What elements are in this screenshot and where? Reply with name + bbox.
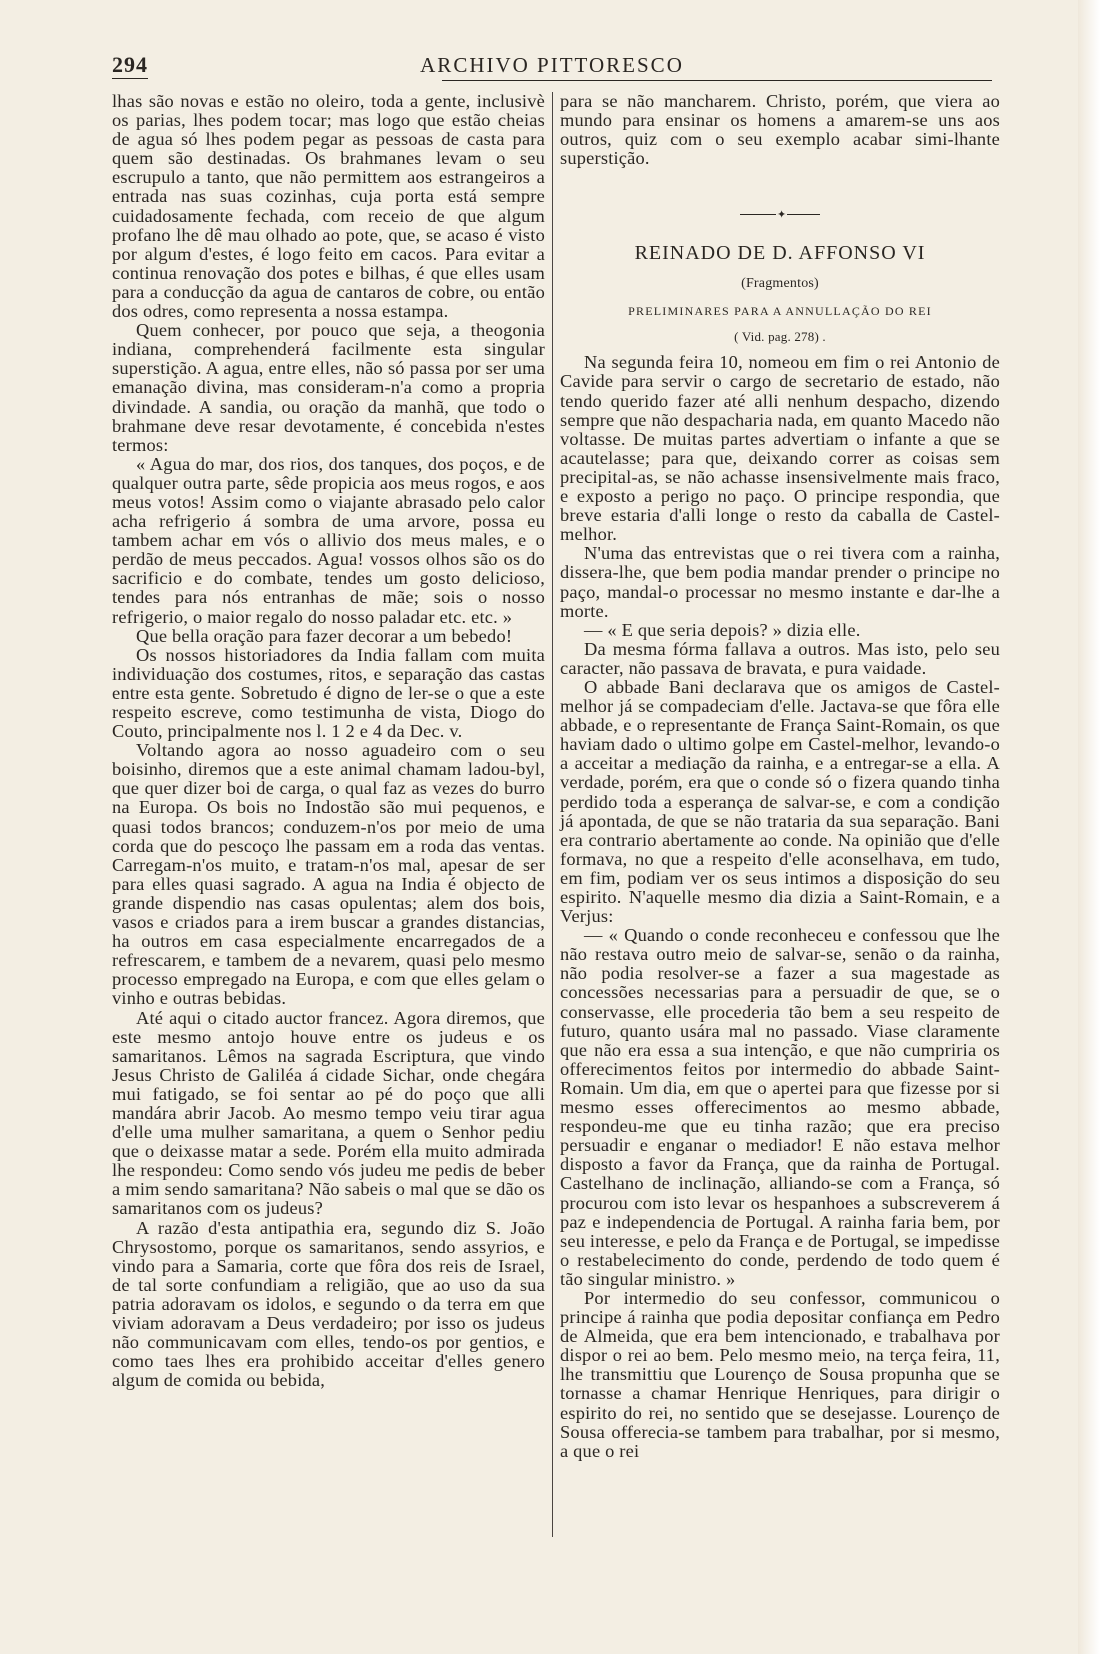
dialogue-line: — « E que seria depois? » dizia elle. (584, 619, 861, 640)
paragraph: Até aqui o citado auctor francez. Agora diremos, que este mesmo antojo houve entre os judeus e os samaritanos. Lêmos na sagrada Escriptura, que vindo Jesus Christo de Galiléa á cidade Sichar, onde chegára mui fatigado, se foi sentar ao pé do poço que alli mandára abrir Jacob. Ao mesmo tempo veiu tirar agua d'elle uma mulher samaritana, a quem o Senhor pediu que o deixasse matar a sede. Porém ella muito admirada lhe respondeu: Como sendo vós judeu me pedis de beber a mim sendo samaritana? Não sabeis o mal que se dão os samaritanos com os judeus? (112, 1007, 545, 1219)
paragraph: Os nossos historiadores da India fallam com muita individuação dos costumes, ritos, e separação das castas entre esta gente. Sobretudo é digno de ler-se o que a este respeito escreve, como testimunha de vista, Diogo do Couto, principalmente nos l. 1 2 e 4 da Dec. v. (112, 644, 545, 742)
paragraph: Na segunda feira 10, nomeou em fim o rei Antonio de Cavide para servir o cargo de secretario de estado, não tendo querido fazer até alli nenhum despacho, dizendo sempre que não despacharia nada, em quanto Macedo não voltasse. De muitas partes advertiam o infante a que se acautelasse; para que, deixando correr as coisas sem precipital-as, se não achasse insensivelmente mais fraco, e exposto a perigo no paço. O principe respondia, que breve estaria d'alli longe o resto da caballa de Castel-melhor. (560, 352, 1000, 545)
paragraph: Voltando agora ao nosso aguadeiro com o seu boisinho, diremos que a este animal chamam ladou-byl, que quer dizer boi de carga, o qual faz as vezes do burro na Europa. Os bois no Indostão são mui pequenos, e quasi todos brancos; conduzem-n'os por meio de uma corda que do pescoço lhe passam em a roda das ventas. Carregam-n'os muito, e tratam-n'os mal, apesar de ser para elles quasi sagrado. A agua na India é objecto de grande dispendio nas casas opulentas; alem dos bois, vasos e criados para a irem buscar a grandes distancias, ha outros em casa especialmente encarregados de a refrescarem, e tambem de a nevarem, quasi pelo mesmo processo empregado na Europa, e com que elles gelam o vinho e outras bebidas. (112, 740, 545, 1009)
page-header (112, 52, 992, 82)
paragraph: Da mesma fórma fallava a outros. Mas isto, pelo seu caracter, não passava de bravata, e pura vaidade. (560, 638, 1000, 678)
page-number: 294 (112, 52, 148, 77)
article-title: REINADO DE D. AFFONSO VI (634, 242, 926, 265)
page-reference: ( Vid. pag. 278) . (734, 329, 826, 345)
article-subtitle: (Fragmentos) (741, 276, 819, 292)
continuation-paragraph: para se não mancharem. Christo, porém, que viera ao mundo para ensinar os homens a amarem-se uns aos outros, quiz com o seu exemplo acabar simi-lhante superstição. (560, 91, 1000, 169)
paragraph: Que bella oração para fazer decorar a um bebedo! (136, 625, 513, 646)
section-separator (740, 214, 820, 215)
paragraph: A razão d'esta antipathia era, segundo diz S. João Chrysostomo, porque os samaritanos, sendo assyrios, e vindo para a Samaria, corte que fôra dos reis de Israel, de tal sorte confundiam a religião, que ao uso da sua patria adoravam os idolos, e segundo o da terra em que viviam adoravam a Deus verdadeiro; por isso os judeus não communicavam com elles, tendo-os por gentios, e como taes lhes era prohibido acceitar d'elles genero algum de comida ou bebida, (112, 1217, 545, 1391)
section-heading: PRELIMINARES PARA A ANNULLAÇÃO DO REI (628, 304, 932, 319)
paragraph: Quem conhecer, por pouco que seja, a theogonia indiana, comprehenderá facilmente esta singular superstição. A agua, entre elles, não só passa por ser uma emanação divina, mas consideram-n'a como a propria divindade. A sandia, ou oração da manhã, que todo o brahmane deve resar devotamente, é concebida n'estes termos: (112, 320, 545, 455)
quoted-speech: — « Quando o conde reconheceu e confessou que lhe não restava outro meio de salvar-se, senão o da rainha, não podia resolver-se a fazer a sua magestade as concessões necessarias para a persuadir de que, se o conservasse, elle procederia tão bem a seu respeito de futuro, quanto usára mal no passado. Viase claramente que não era essa a sua intenção, e que não cumpriria os offerecimentos feitos por intermedio do abbade Saint-Romain. Um dia, em que o apertei para que fizesse por si mesmo esses offerecimentos ao mesmo abbade, respondeu-me que eu tinha razão; que era preciso persuadir e enganar o mediador! E não estava melhor disposto a favor da França, que da rainha de Portugal. Castelhano de inclinação, alliando-se com a França, só procurou com isto levar os hespanhoes a subscreverem á paz e independencia de Portugal. A rainha faria bem, por seu interesse, e pelo da França e de Portugal, se impedisse o restabelecimento do conde, perdendo de todo quem é tão singular ministro. » (560, 925, 1000, 1289)
paragraph: Por intermedio do seu confessor, communicou o principe á rainha que podia depositar confiança em Pedro de Almeida, que era bem intencionado, e trabalhava por dispor o rei ao bem. Pelo mesmo meio, na terça feira, 11, lhe transmittiu que Lourenço de Sousa propunha que se tornasse a chamar Henrique Henriques, para dirigir o espirito do rei, no sentido que se desejasse. Lourenço de Sousa offerecia-se tambem para trabalhar, por si mesmo, a que o rei (560, 1287, 1000, 1461)
left-column (112, 92, 545, 1390)
prayer-quote: « Agua do mar, dos rios, dos tanques, dos poços, e de qualquer outra parte, sêde propicia aos meus rogos, e aos meus votos! Assim como o viajante abrasado pelo calor acha refrigerio á sombra de uma arvore, possa eu tambem achar em vós o allivio dos meus males, e o perdão de meus peccados. Agua! vossos olhos são os do sacrificio e do combate, tendes um gosto delicioso, tendes para nós entranhas de mãe; sois o nosso refrigerio, o maior regalo do nosso paladar etc. etc. » (112, 453, 545, 627)
paragraph: N'uma das entrevistas que o rei tivera com a rainha, dissera-lhe, que bem podia mandar prender o principe no paço, mandal-o processar no mesmo instante e dar-lhe a morte. (560, 543, 1000, 621)
paragraph: lhas são novas e estão no oleiro, toda a gente, inclusivè os parias, lhes podem tocar; mas logo que estão cheias de agua só lhes podem pegar as pessoas de casta para quem são destinadas. Os brahmanes levam o seu escrupulo a tanto, que não permittem aos estrangeiros a entrada nas suas cozinhas, cuja porta está sempre cuidadosamente fechada, com receio de que algum profano lhe dê mau olhado ao pote, que, se acaso é visto por algum d'estes, é logo feito em cacos. Para evitar a continua renovação dos potes e bilhas, é que elles usam para a conducção da agua de cantaros de cobre, ou então dos odres, como representa a nossa estampa. (112, 91, 545, 322)
column-divider (552, 92, 553, 1537)
running-title: ARCHIVO PITTORESCO (420, 53, 684, 77)
right-column (560, 92, 1000, 1461)
paragraph: O abbade Bani declarava que os amigos de Castel-melhor já se compadeciam d'elle. Jactava-se que fôra elle abbade, e o representante de França Saint-Romain, os que haviam dado o ultimo golpe em Castel-melhor, levando-o a acceitar a mediação da rainha, e a entregar-se a ella. A verdade, porém, era que o conde só o fizera quando tinha perdido toda a esperança de salvar-se, e com a condição já apontada, de que se não trataria da sua separação. Bani era contrario abertamente ao conde. Na opinião que d'elle formava, no que a respeito d'elle aconselhava, em tudo, em fim, podiam ver os seus intimos a disposição do seu espirito. N'aquelle mesmo dia dizia a Saint-Romain, e a Verjus: (560, 676, 1000, 927)
header-rule (442, 80, 992, 81)
